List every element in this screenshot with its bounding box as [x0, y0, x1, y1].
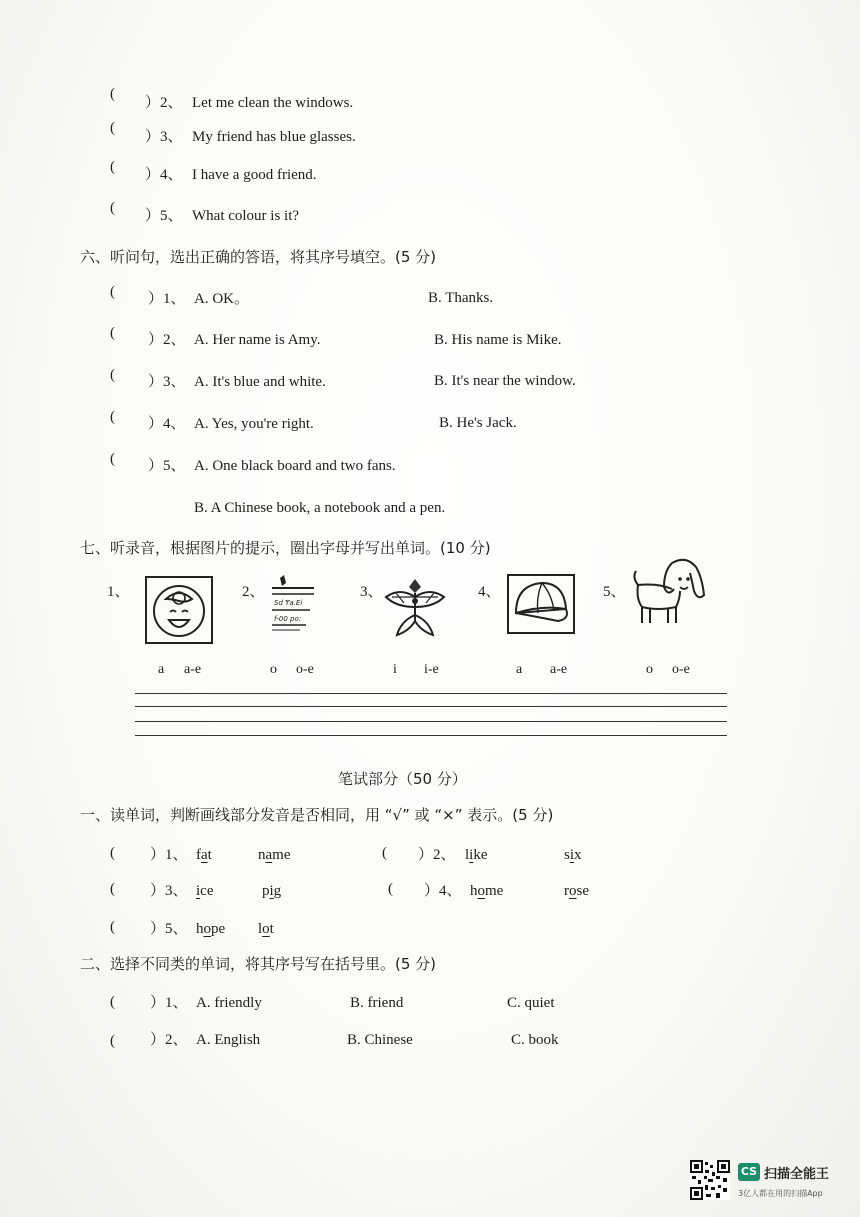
option-c: C. book: [511, 1032, 559, 1048]
letter-option[interactable]: a-e: [184, 662, 202, 677]
letter-option[interactable]: i: [393, 662, 397, 677]
pic-number: 1、: [107, 584, 130, 600]
face-icon: [144, 575, 214, 645]
item-number: ）2、: [145, 95, 183, 111]
answer-paren[interactable]: (: [110, 86, 115, 102]
cap-icon: [506, 573, 576, 635]
option-b: B. Thanks.: [428, 290, 494, 306]
section-heading: 一、读单词，判断画线部分发音是否相同，用 “√” 或 “×” 表示。(5 分): [80, 806, 554, 824]
svg-text:Sd Ɏa.Ei: Sd Ɏa.Ei: [274, 599, 303, 607]
item-number: ）4、: [145, 167, 183, 183]
pic-number: 3、: [360, 584, 383, 600]
word-2: pig: [262, 883, 282, 899]
answer-paren[interactable]: (: [110, 367, 115, 383]
item-number: ）3、: [150, 883, 188, 899]
answer-paren[interactable]: (: [388, 881, 393, 897]
option-b: B. A Chinese book, a notebook and a pen.: [194, 500, 446, 516]
item-text: My friend has blue glasses.: [192, 129, 356, 145]
option-a: A. Yes, you're right.: [194, 416, 314, 432]
item-number: ）3、: [148, 374, 186, 390]
app-logo-icon: CS: [738, 1163, 760, 1181]
option-b: B. friend: [350, 995, 404, 1011]
app-tagline: 3亿人都在用的扫描App: [738, 1189, 823, 1198]
section-heading: 六、听问句，选出正确的答语，将其序号填空。(5 分): [80, 248, 437, 266]
letter-option[interactable]: o: [646, 662, 653, 677]
option-a: A. OK。: [194, 291, 249, 307]
letter-option[interactable]: o-e: [672, 662, 690, 677]
item-number: ）3、: [145, 129, 183, 145]
answer-paren[interactable]: (: [110, 845, 115, 861]
answer-paren[interactable]: (: [110, 919, 115, 935]
answer-paren[interactable]: (: [110, 409, 115, 425]
item-number: ）2、: [418, 847, 456, 863]
qr-code-icon: [690, 1160, 730, 1200]
writing-line[interactable]: [135, 693, 727, 694]
option-c: C. quiet: [507, 995, 555, 1011]
item-text: I have a good friend.: [192, 167, 317, 183]
letter-option[interactable]: o: [270, 662, 277, 677]
option-a: A. One black board and two fans.: [194, 458, 396, 474]
answer-paren[interactable]: (: [110, 159, 115, 175]
word-1: home: [470, 883, 504, 899]
writing-line[interactable]: [135, 721, 727, 722]
answer-paren[interactable]: (: [382, 845, 387, 861]
pic-number: 5、: [603, 584, 626, 600]
word-1: like: [465, 847, 488, 863]
pic-number: 4、: [478, 584, 501, 600]
svg-text:f-00 po:: f-00 po:: [274, 615, 302, 623]
word-2: lot: [258, 921, 274, 937]
item-number: ）5、: [150, 921, 188, 937]
letter-option[interactable]: a: [516, 662, 523, 677]
dog-icon: [630, 555, 710, 631]
item-number: ）2、: [150, 1032, 188, 1048]
word-1: hope: [196, 921, 226, 937]
option-b: B. His name is Mike.: [434, 332, 562, 348]
word-2: name: [258, 847, 291, 863]
option-a: A. Her name is Amy.: [194, 332, 321, 348]
item-number: ）4、: [424, 883, 462, 899]
answer-paren[interactable]: (: [110, 881, 115, 897]
writing-line[interactable]: [135, 735, 727, 736]
letter-option[interactable]: o-e: [296, 662, 314, 677]
kite-icon: [382, 575, 448, 641]
writing-line[interactable]: [135, 706, 727, 707]
letter-option[interactable]: a: [158, 662, 165, 677]
letter-option[interactable]: i-e: [424, 662, 439, 677]
option-a: A. It's blue and white.: [194, 374, 326, 390]
word-2: rose: [564, 883, 589, 899]
item-number: ）2、: [148, 332, 186, 348]
written-part-title: 笔试部分（50 分）: [338, 770, 467, 788]
section-heading: 七、听录音，根据图片的提示，圈出字母并写出单词。(10 分): [80, 539, 491, 557]
item-number: ）1、: [148, 291, 186, 307]
letter-option[interactable]: a-e: [550, 662, 568, 677]
option-a: A. friendly: [196, 995, 262, 1011]
word-1: ice: [196, 883, 214, 899]
answer-paren[interactable]: (: [110, 284, 115, 300]
answer-paren[interactable]: (: [110, 994, 115, 1010]
word-1: fat: [196, 847, 212, 863]
section-heading: 二、选择不同类的单词，将其序号写在括号里。(5 分): [80, 955, 437, 973]
app-name: 扫描全能王: [764, 1167, 830, 1182]
note-paper-icon: [270, 572, 318, 634]
option-b: B. He's Jack.: [439, 415, 517, 431]
item-number: ）5、: [148, 458, 186, 474]
item-number: ）1、: [150, 847, 188, 863]
pic-number: 2、: [242, 584, 265, 600]
item-number: ）5、: [145, 208, 183, 224]
answer-paren[interactable]: (: [110, 200, 115, 216]
item-number: ）1、: [150, 995, 188, 1011]
answer-paren[interactable]: (: [110, 120, 115, 136]
option-b: B. It's near the window.: [434, 373, 576, 389]
item-text: Let me clean the windows.: [192, 95, 354, 111]
answer-paren[interactable]: (: [110, 451, 115, 467]
option-b: B. Chinese: [347, 1032, 413, 1048]
option-a: A. English: [196, 1032, 261, 1048]
word-2: six: [564, 847, 582, 863]
item-number: ）4、: [148, 416, 186, 432]
answer-paren[interactable]: (: [110, 1033, 115, 1049]
item-text: What colour is it?: [192, 208, 300, 224]
answer-paren[interactable]: (: [110, 325, 115, 341]
